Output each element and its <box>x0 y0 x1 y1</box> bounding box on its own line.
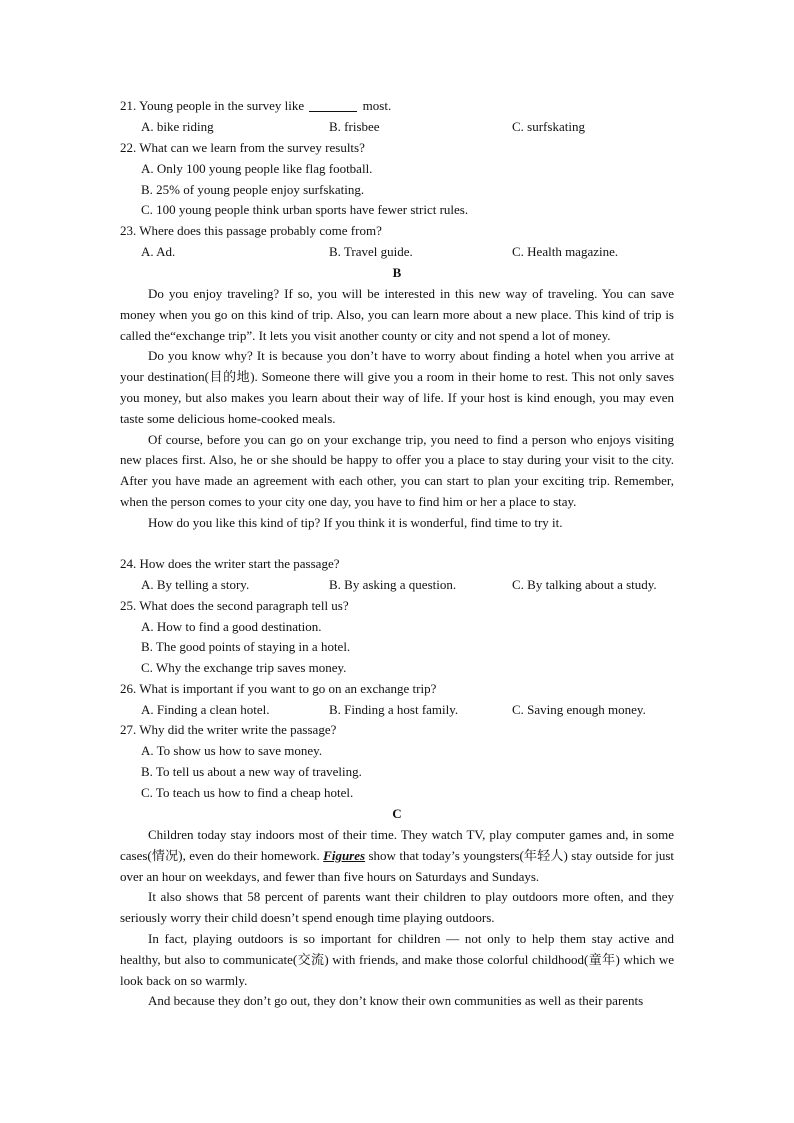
q26-stem: 26. What is important if you want to go on an exchange trip? <box>120 681 437 696</box>
passage-c-p1-start: Children today stay indoors most of their time. They watch TV, play computer games and, in some cases(情况), even do their homework. <box>120 827 674 863</box>
q22-option-b: B. 25% of young people enjoy surfskating. <box>141 182 365 197</box>
q26-option-c: C. Saving enough money. <box>512 702 646 717</box>
q27-stem: 27. Why did the writer write the passage? <box>120 722 337 737</box>
q27-option-c: C. To teach us how to find a cheap hotel. <box>141 785 354 800</box>
figures-keyword: Figures <box>323 847 366 863</box>
q21-stem-end: most. <box>362 98 392 113</box>
q27-option-a: A. To show us how to save money. <box>141 743 323 758</box>
section-c-passage <box>120 825 674 1012</box>
passage-c-paragraph-3: In fact, playing outdoors is so important for children — not only to help them stay active and healthy, but also to communicate(交流) with friends, and make those colorful childhood(童年) which we look back on so warmly. <box>120 930 674 988</box>
q25-option-a: A. How to find a good destination. <box>141 619 322 634</box>
q25-option-c: C. Why the exchange trip saves money. <box>141 660 347 675</box>
passage-b-paragraph-1: Do you enjoy traveling? If so, you will be interested in this new way of traveling. You can save money when you go on this kind of trip. Also, you can learn more about a new place. This kind of trip is called the“exchange trip”. It lets you visit another county or city and not spend a lot of money. <box>120 286 674 343</box>
q21-option-b: B. frisbee <box>329 119 380 134</box>
section-b-heading: B <box>392 265 402 280</box>
q21-stem <box>120 98 391 114</box>
q21-option-c: C. surfskating <box>512 119 585 134</box>
passage-c-paragraph-1 <box>120 825 674 887</box>
q21-option-a: A. bike riding <box>141 119 214 134</box>
q24-option-c: C. By talking about a study. <box>512 577 657 592</box>
q24-stem: 24. How does the writer start the passage? <box>120 556 340 571</box>
q26-option-b: B. Finding a host family. <box>329 702 459 717</box>
passage-b-paragraph-3: Of course, before you can go on your exchange trip, you need to find a person who enjoys visiting new places first. Also, he or she should be happy to offer you a place to stay during your visit to the city. After you have made an agreement with each other, you can start to plan your exciting trip. Remember, when the person comes to your city one day, you have to find him or her a place to stay. <box>120 431 674 509</box>
q23-option-c: C. Health magazine. <box>512 244 619 259</box>
q23-option-b: B. Travel guide. <box>329 244 413 259</box>
passage-c-paragraph-4: And because they don’t go out, they don’t know their own communities as well as their parents <box>148 993 644 1009</box>
q24-option-a: A. By telling a story. <box>141 577 250 592</box>
answer-blank <box>309 99 357 112</box>
q22-option-a: A. Only 100 young people like flag football. <box>141 161 373 176</box>
q25-stem: 25. What does the second paragraph tell us? <box>120 598 349 613</box>
passage-b-paragraph-2: Do you know why? It is because you don’t have to worry about finding a hotel when you arrive at your destination(目的地). Someone there will give you a room in their home to rest. This not only saves you money, but also makes you learn about their way of life. If your host is kind enough, you may even taste some delicious home-cooked meals. <box>120 348 674 426</box>
section-b-passage <box>120 284 674 534</box>
q25-option-b: B. The good points of staying in a hotel. <box>141 639 351 654</box>
q26-option-a: A. Finding a clean hotel. <box>141 702 270 717</box>
q24-option-b: B. By asking a question. <box>329 577 457 592</box>
passage-c-paragraph-2: It also shows that 58 percent of parents want their children to play outdoors more often, and they seriously worry their child doesn’t spend enough time playing outdoors. <box>120 889 674 926</box>
q21-stem-text: 21. Young people in the survey like <box>120 98 305 113</box>
passage-b-paragraph-4: How do you like this kind of tip? If you think it is wonderful, find time to try it. <box>148 514 563 530</box>
passage-c-p1-end: show that today’s youngsters(年轻人) stay outside for just over an hour on weekdays, and fewer than five hours on Saturdays and Sundays. <box>120 847 674 884</box>
q23-stem: 23. Where does this passage probably come from? <box>120 223 382 238</box>
q22-option-c: C. 100 young people think urban sports have fewer strict rules. <box>141 202 469 217</box>
q22-stem: 22. What can we learn from the survey results? <box>120 140 365 155</box>
q23-option-a: A. Ad. <box>141 244 176 259</box>
q27-option-b: B. To tell us about a new way of traveling. <box>141 764 362 779</box>
section-c-heading: C <box>392 806 402 821</box>
